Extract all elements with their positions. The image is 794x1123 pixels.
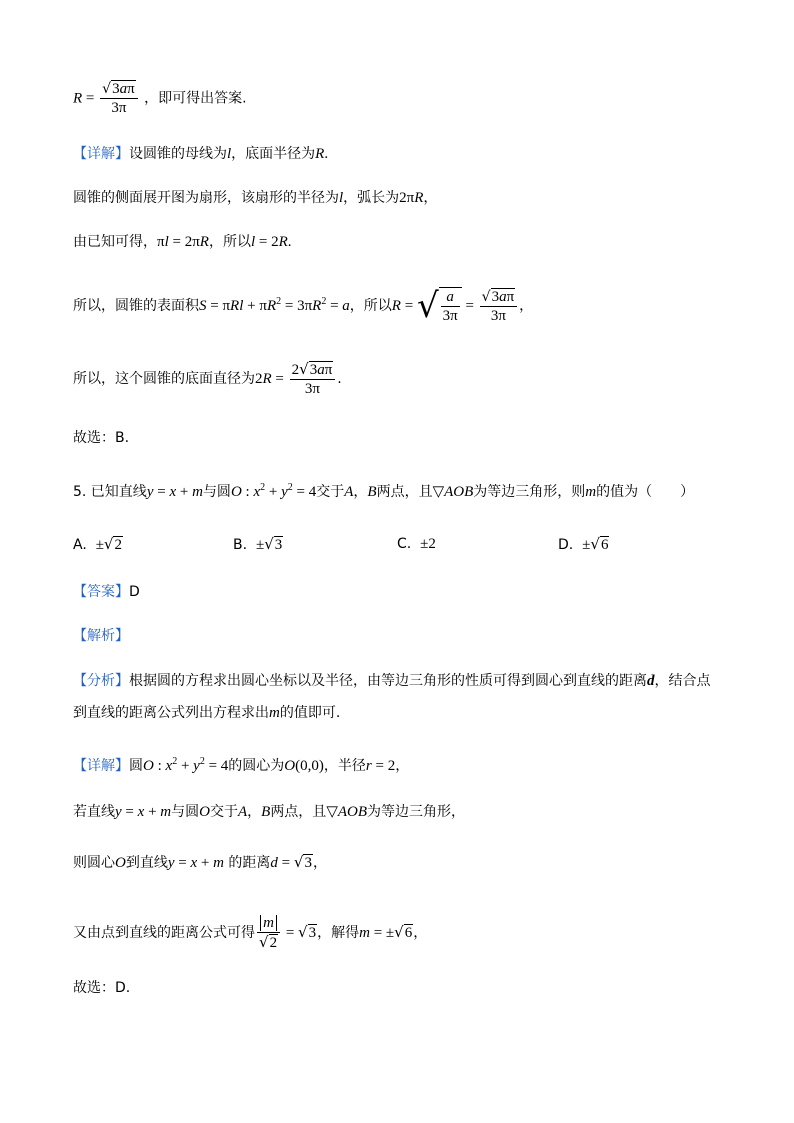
analysis-line-2: 到直线的距离公式列出方程求出m的值即可. [73, 705, 341, 721]
line-result-r: R = $\frac{√3a\pi}{3\pi}$ ，即可得出答案. [73, 81, 247, 116]
line-detail-intro: 【详解】设圆锥的母线为l，底面半径为R. [73, 146, 329, 162]
answer-value: D [129, 584, 140, 600]
detail-line-3: 则圆心O到直线y = x + m 的距离d = √3， [73, 853, 327, 871]
detail-line-4: 又由点到直线的距离公式可得 $\frac{m}{√2}$ = √3，解得m = ±√6， [73, 915, 428, 951]
line-choice-d: 故选：D. [73, 980, 131, 996]
option-b[interactable]: B. ±√3 [233, 535, 283, 553]
answer-label: 【答案】 [73, 584, 129, 600]
option-c[interactable]: C. ±2 [397, 536, 436, 552]
answer-line [73, 582, 140, 602]
analysis-line-1: 【分析】根据圆的方程求出圆心坐标以及半径，由等边三角形的性质可得到圆心到直线的距离d，结合点 [73, 673, 711, 689]
detail-line-2: 若直线y = x + m与圆O交于A，B两点，且▽AOB为等边三角形， [73, 804, 466, 820]
detail-label: 【详解】 [73, 146, 129, 162]
analysis-heading: 【解析】 [73, 628, 129, 644]
detail-line-1: 【详解】圆O : $x^2 + y^2 = 4$的圆心为O(0,0)，半径r = 2， [73, 756, 410, 774]
line-given: 由已知可得，πl = 2πR，所以l = 2R. [73, 234, 292, 250]
option-d[interactable]: D. ±√6 [558, 535, 609, 553]
line-choice-b: 故选：B. [73, 430, 130, 446]
option-a[interactable]: A. ±√2 [73, 535, 122, 553]
line-surface-area: 所以，圆锥的表面积$S = \pi Rl + \pi R^2 = 3\pi R^2 = a$，所以R = √ $\frac{a}{3\pi}$ = $\frac{√3a\pi}{3\pi}$ ， [73, 286, 534, 326]
line-sector: 圆锥的侧面展开图为扇形，该扇形的半径为l，弧长为2πR， [73, 190, 438, 206]
question-5: 5. 已知直线y = x + m与圆O : $x^2 + y^2 = 4$交于A，B两点，且▽AOB为等边三角形，则m的值为（ ） [73, 482, 695, 500]
line-diameter: 所以，这个圆锥的底面直径为2R = $\frac{2√3a\pi}{3\pi}$ . [73, 360, 342, 397]
